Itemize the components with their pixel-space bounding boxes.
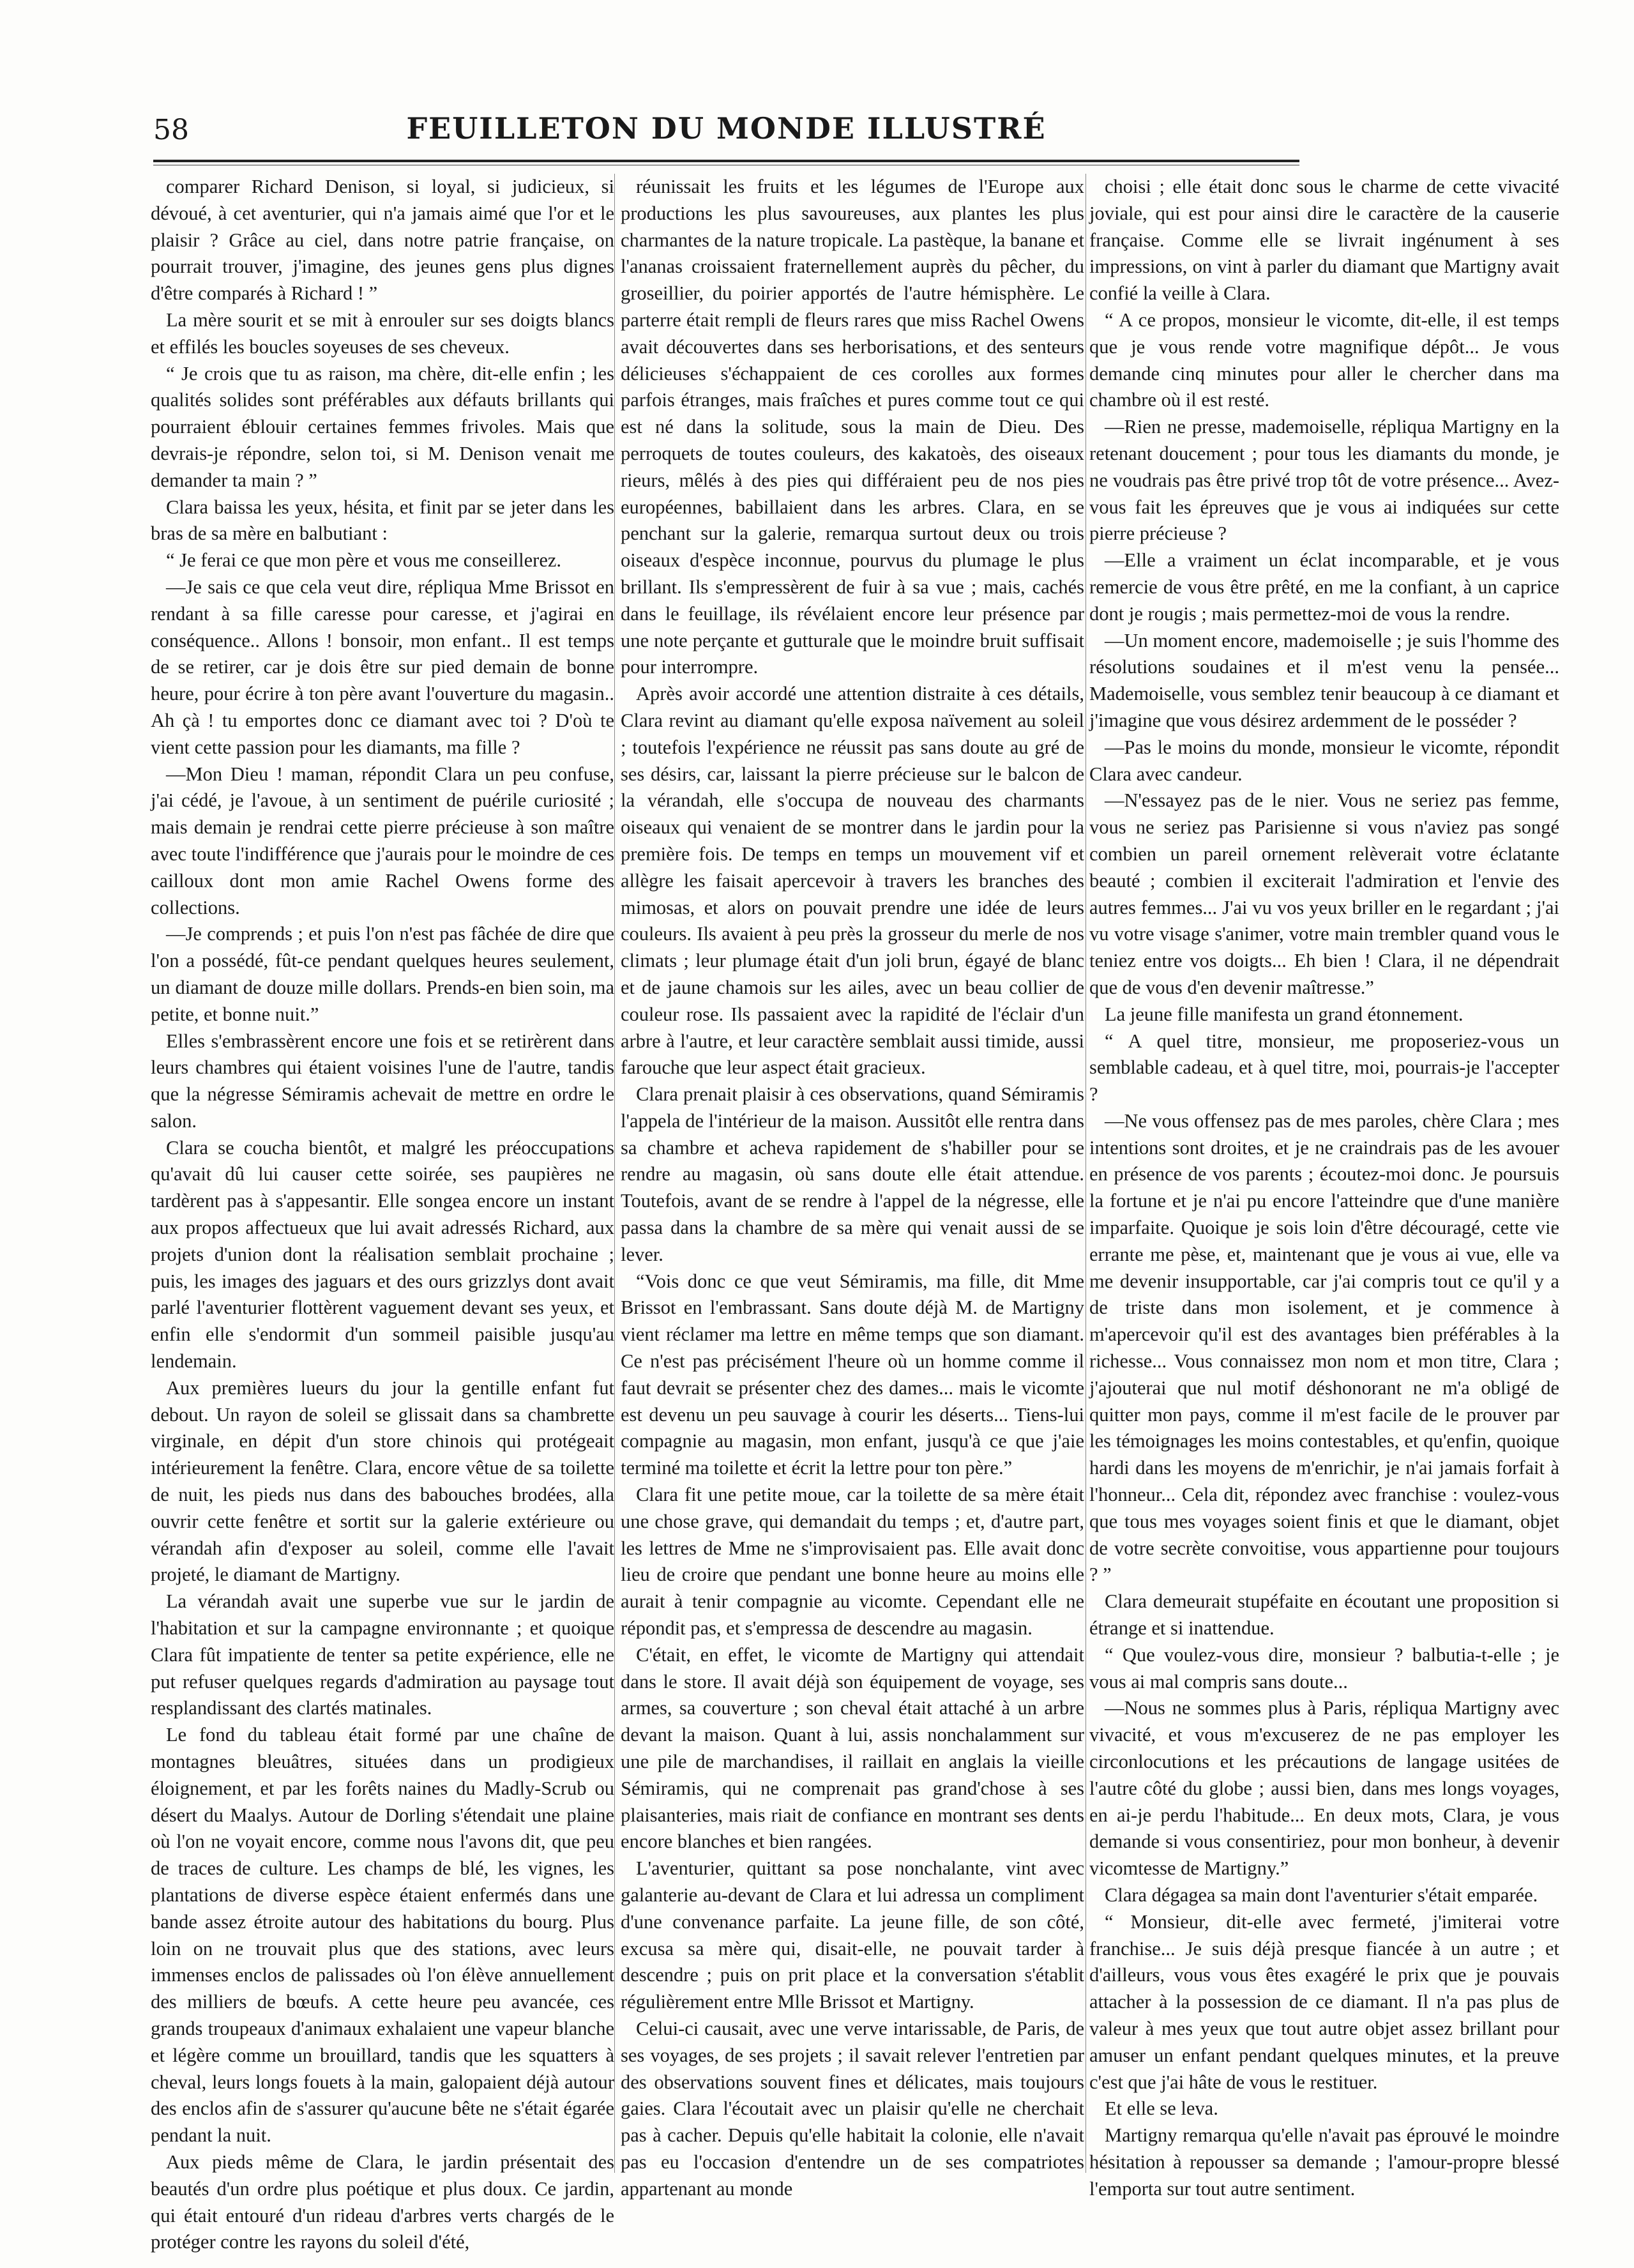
- paragraph: Après avoir accordé une attention distraite à ces détails, Clara revint au diamant qu'elle exposa naïvement au soleil ; toutefois l'expérience ne réussit pas sans doute au gré de ses désirs, car, laissant la pierre précieuse sur le balcon de la vérandah, elle s'occupa de nouveau des charmants oiseaux qui venaient de se montrer dans le jardin pour la première fois. De temps en temps un mouvement vif et allègre les faisait apercevoir à travers les branches des mimosas, et alors on pouvait prendre une idée de leurs couleurs. Ils avaient à peu près la grosseur du merle de nos climats ; leur plumage était d'un joli brun, égayé de blanc et de jaune chamois sur les ailes, avec un beau collier de couleur rose. Ils passaient avec la rapidité de l'éclair d'un arbre à l'autre, et leur caractère semblait aussi timide, aussi farouche que leur aspect était gracieux.: [621, 683, 1084, 1079]
- paragraph: Clara dégagea sa main dont l'aventurier s'était emparée.: [1105, 1884, 1538, 1906]
- paragraph: “ Que voulez-vous dire, monsieur ? balbutia-t-elle ; je vous ai mal compris sans doute...: [1089, 1643, 1559, 1693]
- paragraph: “ Monsieur, dit-elle avec fermeté, j'imiterai votre franchise... Je suis déjà presque fiancée à un autre ; et d'ailleurs, vous vous êtes exagéré le prix que je pouvais attacher à la possession de ce diamant. Il n'a pas plus de valeur à mes yeux que tout autre objet assez brillant pour amuser un enfant pendant quelques minutes, et la preuve c'est que j'ai hâte de vous le restituer.: [1089, 1910, 1559, 2093]
- paragraph: —Un moment encore, mademoiselle ; je suis l'homme des résolutions soudaines et il m'est venu la pensée... Mademoiselle, vous semblez tenir beaucoup à ce diamant et j'imagine que vous désirez ardemment de le posséder ?: [1089, 629, 1559, 731]
- paragraph: Clara demeurait stupéfaite en écoutant une proposition si étrange et si inattendue.: [1089, 1590, 1559, 1640]
- paragraph: La vérandah avait une superbe vue sur le jardin de l'habitation et sur la campagne environnante ; et quoique Clara fût impatiente de tenter sa petite expérience, elle ne put refuser quelques regards d'admiration au paysage tout resplandissant des clartés matinales.: [151, 1590, 614, 1719]
- column-divider: [614, 174, 615, 2173]
- paragraph: Martigny remarqua qu'elle n'avait pas éprouvé le moindre hésitation à repousser sa demande ; l'amour-propre blessé l'emporta sur tout autre sentiment.: [1089, 2124, 1559, 2200]
- paragraph: Clara se coucha bientôt, et malgré les préoccupations qu'avait dû lui causer cette soirée, ses paupières ne tardèrent pas à s'appesantir. Elle songea encore un instant aux propos affectueux que lui avait adressés Richard, aux projets d'union dont la réalisation semblait prochaine ; puis, les images des jaguars et des ours grizzlys dont avait parlé l'aventurier flottèrent vaguement devant ses yeux, et enfin elle s'endormit d'un sommeil paisible jusqu'au lendemain.: [151, 1136, 614, 1373]
- paragraph: Aux premières lueurs du jour la gentille enfant fut debout. Un rayon de soleil se glissait dans sa chambrette virginale, en dépit d'un store chinois qui protégeait intérieurement la fenêtre. Clara, encore vêtue de sa toilette de nuit, les pieds nus dans des babouches brodées, alla ouvrir cette fenêtre et sortit sur la galerie extérieure ou vérandah afin d'exposer au soleil, comme elle l'avait projeté, le diamant de Martigny.: [151, 1376, 614, 1586]
- text-column-2: [621, 174, 1084, 2200]
- paragraph: choisi ; elle était donc sous le charme de cette vivacité joviale, qui est pour ainsi dire le caractère de la causerie française. Comme elle se livrait ingénument à ses impressions, on vint à parler du diamant que Martigny avait confié la veille à Clara.: [1089, 176, 1559, 305]
- paragraph: —Ne vous offensez pas de mes paroles, chère Clara ; mes intentions sont droites, et je ne craindrais pas de les avouer en présence de vos parents ; écoutez-moi donc. Je poursuis la fortune et je n'ai pu encore l'atteindre que d'une manière imparfaite. Quoique je sois loin d'être découragé, cette vie errante me pèse, et, maintenant que je vous ai vue, elle va me devenir insupportable, car j'ai compris tout ce qu'il y a de triste dans mon isolement, et je commence à m'apercevoir qu'il est des avantages bien préférables à la richesse... Vous connaissez mon nom et mon titre, Clara ; j'ajouterai que nul motif déshonorant ne m'a obligé de quitter mon pays, comme il m'est facile de le prouver par les témoignages les moins contestables, et qu'enfin, quoique hardi dans les moyens de m'enrichir, je n'ai jamais forfait à l'honneur... Cela dit, répondez avec franchise : voulez-vous que tous mes voyages soient finis et que le diamant, objet de votre secrète convoitise, vous appartienne pour toujours ? ”: [1089, 1109, 1559, 1586]
- paragraph: “ A ce propos, monsieur le vicomte, dit-elle, il est temps que je vous rende votre magnifique dépôt... Je vous demande cinq minutes pour aller le chercher dans ma chambre où il est resté.: [1089, 308, 1559, 411]
- paragraph: “ Je crois que tu as raison, ma chère, dit-elle enfin ; les qualités solides sont préférables aux défauts brillants qui pourraient éblouir certaines femmes frivoles. Mais que devrais-je répondre, selon toi, si M. Denison venait me demander ta main ? ”: [151, 362, 614, 491]
- paragraph: —Mon Dieu ! maman, répondit Clara un peu confuse, j'ai cédé, je l'avoue, à un sentiment de puérile curiosité ; mais demain je rendrai cette pierre précieuse à son maître avec toute l'indifférence que j'aurais pour le moindre de ces cailloux dont mon amie Rachel Owens forme des collections.: [151, 763, 614, 918]
- paragraph: réunissait les fruits et les légumes de l'Europe aux productions les plus savoureuses, aux plantes les plus charmantes de la nature tropicale. La pastèque, la banane et l'ananas croissaient fraternellement auprès du pêcher, du groseillier, du poirier apportés de l'autre hémisphère. Le parterre était rempli de fleurs rares que miss Rachel Owens avait découvertes dans ses herborisations, et des senteurs délicieuses s'échappaient de ces corolles aux formes parfois étranges, mais fraîches et pures comme tout ce qui est né dans la solitude, sous la main de Dieu. Des perroquets de toutes couleurs, des kakatoès, des oiseaux rieurs, mêlés à des pies qui différaient peu de nos pies européennes, babillaient dans les arbres. Clara, en se penchant sur la galerie, remarqua surtout deux ou trois oiseaux d'espèce inconnue, pourvus du plumage le plus brillant. Ils s'empressèrent de fuir à sa vue ; mais, cachés dans le feuillage, ils révélaient encore leur présence par une note perçante et gutturale que le moindre bruit suffisait pour interrompre.: [621, 176, 1084, 678]
- paragraph: —Rien ne presse, mademoiselle, répliqua Martigny en la retenant doucement ; pour tous les diamants du monde, je ne voudrais pas être privé trop tôt de votre présence... Avez-vous fait les épreuves que je vous ai indiquées sur cette pierre précieuse ?: [1089, 416, 1559, 545]
- paragraph: “Vois donc ce que veut Sémiramis, ma fille, dit Mme Brissot en l'embrassant. Sans doute déjà M. de Martigny vient réclamer ma lettre en même temps que son diamant. Ce n'est pas précisément l'heure où un homme comme il faut devrait se présenter chez des dames... mais le vicomte est devenu un peu sauvage à courir les déserts... Tiens-lui compagnie au magasin, mon enfant, jusqu'à ce que j'aie terminé ma toilette et écrit la lettre pour ton père.”: [621, 1270, 1084, 1479]
- paragraph: —N'essayez pas de le nier. Vous ne seriez pas femme, vous ne seriez pas Parisienne si vous n'aviez pas songé combien un pareil ornement relèverait votre éclatante beauté ; combien il exciterait l'admiration et l'envie des autres femmes... J'ai vu vos yeux briller en le regardant ; j'ai vu votre visage s'animer, votre main trembler quand vous le teniez entre vos doigts... Eh bien ! Clara, il ne dépendrait que de vous d'en devenir maîtresse.”: [1089, 789, 1559, 998]
- paragraph: Elles s'embrassèrent encore une fois et se retirèrent dans leurs chambres qui étaient voisines l'une de l'autre, tandis que la négresse Sémiramis achevait de mettre en ordre le salon.: [151, 1030, 614, 1132]
- paragraph: C'était, en effet, le vicomte de Martigny qui attendait dans le store. Il avait déjà son équipement de voyage, ses armes, sa couverture ; son cheval était attaché à un arbre devant la maison. Quant à lui, assis nonchalamment sur une pile de marchandises, il raillait en anglais la vieille Sémiramis, qui ne comprenait pas grand'chose à ses plaisanteries, mais riait de confiance en montrant ses dents encore blanches et bien rangées.: [621, 1643, 1084, 1853]
- paragraph: La mère sourit et se mit à enrouler sur ses doigts blancs et effilés les boucles soyeuses de ses cheveux.: [151, 308, 614, 358]
- paragraph: Aux pieds même de Clara, le jardin présentait des beautés d'un ordre plus poétique et plus doux. Ce jardin, qui était entouré d'un rideau d'arbres verts chargés de le protéger contre les rayons du soleil d'été,: [151, 2150, 614, 2253]
- paragraph: comparer Richard Denison, si loyal, si judicieux, si dévoué, à cet aventurier, qui n'a jamais aimé que l'or et le plaisir ? Grâce au ciel, dans notre patrie française, on pourrait trouver, j'imagine, des jeunes gens plus dignes d'être comparés à Richard ! ”: [151, 176, 614, 305]
- paragraph: L'aventurier, quittant sa pose nonchalante, vint avec galanterie au-devant de Clara et lui adressa un compliment d'une convenance parfaite. La jeune fille, de son côté, excusa sa mère qui, disait-elle, ne pouvait tarder à descendre ; puis on prit place et la conversation s'établit régulièrement entre Mlle Brissot et Martigny.: [621, 1857, 1084, 2013]
- text-column-3: [1089, 174, 1559, 2200]
- header-rule: [153, 160, 1299, 162]
- paragraph: —Pas le moins du monde, monsieur le vicomte, répondit Clara avec candeur.: [1089, 736, 1559, 785]
- text-column-1: [151, 174, 614, 2253]
- paragraph: —Je comprends ; et puis l'on n'est pas fâchée de dire que l'on a possédé, fût-ce pendant quelques heures seulement, un diamant de douze mille dollars. Prends-en bien soin, ma petite, et bonne nuit.”: [151, 923, 614, 1025]
- paragraph: Celui-ci causait, avec une verve intarissable, de Paris, de ses voyages, de ses projets ; il savait relever l'entretien par des observations souvent fines et délicates, mais toujours gaies. Clara l'écoutait avec un plaisir qu'elle ne cherchait pas à cacher. Depuis qu'elle habitait la colonie, elle n'avait pas eu l'occasion d'entendre un de ses compatriotes appartenant au monde: [621, 2017, 1084, 2200]
- page-number: 58: [153, 114, 189, 146]
- paragraph: La jeune fille manifesta un grand étonnement.: [1105, 1003, 1464, 1025]
- paragraph: Clara prenait plaisir à ces observations, quand Sémiramis l'appela de l'intérieur de la maison. Aussitôt elle rentra dans sa chambre et acheva rapidement de s'habiller pour se rendre au magasin, où sans doute elle était attendue. Toutefois, avant de se rendre à l'appel de la négresse, elle passa dans la chambre de sa mère qui venait aussi de se lever.: [621, 1083, 1084, 1265]
- paragraph: “ Je ferai ce que mon père et vous me conseillerez.: [166, 549, 562, 572]
- paragraph: Clara baissa les yeux, hésita, et finit par se jeter dans les bras de sa mère en balbutiant :: [151, 496, 614, 545]
- paragraph: —Je sais ce que cela veut dire, répliqua Mme Brissot en rendant à sa fille caresse pour caresse, et j'agirai en conséquence.. Allons ! bonsoir, mon enfant.. Il est temps de se retirer, car je dois être sur pied demain de bonne heure, pour écrire à ton père avant l'ouverture du magasin.. Ah çà ! tu emportes donc ce diamant avec toi ? D'où te vient cette passion pour les diamants, ma fille ?: [151, 575, 614, 758]
- page-header: [153, 112, 1299, 157]
- paragraph: “ A quel titre, monsieur, me proposeriez-vous un semblable cadeau, et à quel titre, moi, pourrais-je l'accepter ?: [1089, 1030, 1559, 1106]
- paragraph: —Nous ne sommes plus à Paris, répliqua Martigny avec vivacité, et vous m'excuserez de ne pas employer les circonlocutions et les précautions de langage usitées de l'autre côté du globe ; aussi bien, dans mes longs voyages, en ai-je perdu l'habitude... En deux mots, Clara, je vous demande si vous consentiriez, pour mon bonheur, à devenir vicomtesse de Martigny.”: [1089, 1697, 1559, 1880]
- paragraph: —Elle a vraiment un éclat incomparable, et je vous remercie de vous être prêté, en me la confiant, à un caprice dont je rougis ; mais permettez-moi de vous la rendre.: [1089, 549, 1559, 625]
- paragraph: Et elle se leva.: [1105, 2097, 1218, 2120]
- paragraph: Clara fit une petite moue, car la toilette de sa mère était une chose grave, qui demandait du temps ; et, d'autre part, les lettres de Mme ne s'improvisaient pas. Elle avait donc lieu de croire que pendant une bonne heure au moins elle aurait à tenir compagnie au vicomte. Cependant elle ne répondit pas, et s'empressa de descendre au magasin.: [621, 1484, 1084, 1640]
- page-title: FEUILLETON DU MONDE ILLUSTRÉ: [406, 111, 1047, 146]
- paragraph: Le fond du tableau était formé par une chaîne de montagnes bleuâtres, situées dans un prodigieux éloignement, et par les forêts naines du Madly-Scrub ou désert du Maalys. Autour de Dorling s'étendait une plaine où l'on ne voyait encore, comme nous l'avons dit, que peu de traces de culture. Les champs de blé, les vignes, les plantations de diverse espèce étaient enfermés dans une bande assez étroite autour des habitations du bourg. Plus loin on ne trouvait plus que des stations, avec leurs immenses enclos de palissades où l'on élève annuellement des milliers de bœufs. A cette heure peu avancée, ces grands troupeaux d'animaux exhalaient une vapeur blanche et légère comme un brouillard, tandis que les squatters à cheval, leurs longs fouets à la main, galopaient déjà autour des enclos afin de s'assurer qu'aucune bête ne s'était égarée pendant la nuit.: [151, 1724, 614, 2147]
